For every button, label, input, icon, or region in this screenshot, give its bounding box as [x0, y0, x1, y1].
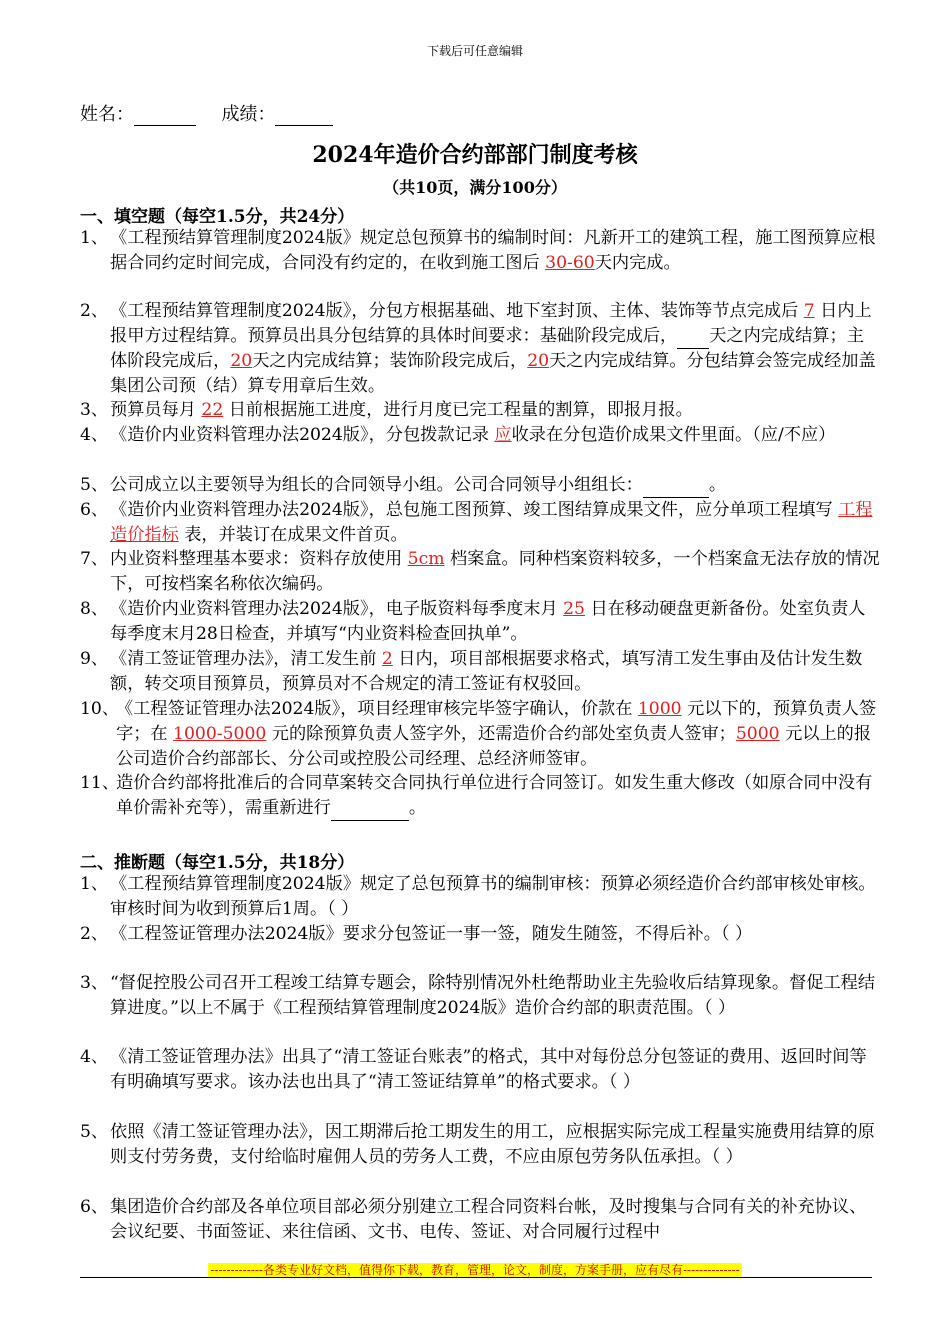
item-number: 6、	[80, 1197, 109, 1217]
item-text: 日内上报甲方过程结算。预算员出具分包结算的具体时间要求：基础阶段完成后，	[110, 301, 872, 346]
fill-item-10	[80, 697, 880, 772]
item-number: 3、	[80, 973, 109, 993]
fill-item-9	[80, 647, 880, 697]
item-text: 日内，项目部根据要求格式，填写清工发生事由及估计发生数额，转交项目预算员，预算员对不合规定的清工签证有权驳回。	[110, 649, 863, 694]
fill-item-11	[80, 771, 880, 821]
top-note: 下载后可任意编辑	[426, 44, 523, 58]
fill-item-5	[80, 473, 880, 498]
item-number: 11、	[80, 773, 120, 793]
fill-item-3	[80, 398, 880, 423]
item-text: 《工程签证管理办法2024版》，项目经理审核完毕签字确认，价款在	[116, 699, 638, 719]
answer-blank[interactable]	[677, 330, 709, 349]
item-text: 日在移动硬盘更新备份。处室负责人每季度末月28日检查，并填写“内业资料检查回执单”。	[110, 599, 866, 644]
item-text: 预算员每月	[110, 400, 202, 420]
page-subtitle: （共10页，满分100分）	[383, 178, 567, 197]
item-number: 7、	[80, 549, 109, 569]
fill-item-2	[80, 299, 880, 399]
item-number: 8、	[80, 599, 109, 619]
answer: 20	[230, 351, 253, 371]
item-text: 公司成立以主要领导为组长的合同领导小组。公司合同领导小组组长：	[110, 475, 643, 495]
fill-item-7	[80, 547, 880, 597]
student-info-row	[80, 100, 333, 126]
footer-divider	[80, 1277, 872, 1278]
item-text: 造价合约部将批准后的合同草案转交合同执行单位进行合同签订。如发生重大修改（如原合同中没有单价需补充等），需重新进行	[116, 773, 873, 818]
answer: 5cm	[407, 549, 445, 569]
answer: 22	[201, 400, 224, 420]
item-number: 4、	[80, 425, 109, 445]
item-text: 依照《清工签证管理办法》，因工期滞后抢工期发生的用工，应根据实际完成工程量实施费用结算的原则支付劳务费，支付给临时雇佣人员的劳务人工费，不应由原包劳务队伍承担。（ ）	[110, 1122, 875, 1167]
fill-item-4	[80, 423, 880, 448]
answer: 5000	[735, 724, 780, 744]
name-label: 姓名：	[80, 104, 134, 125]
item-text: 《造价内业资料管理办法2024版》，总包施工图预算、竣工图结算成果文件，应分单项工程填写	[110, 500, 839, 520]
judge-item-3	[80, 971, 880, 1021]
item-text: 天内完成。	[594, 253, 681, 273]
judge-item-1	[80, 872, 880, 922]
judge-item-2	[80, 922, 880, 947]
item-number: 3、	[80, 400, 109, 420]
page-title: 2024年造价合约部部门制度考核	[312, 142, 638, 168]
answer: 25	[563, 599, 585, 619]
answer: 30-60	[545, 253, 595, 273]
answer: 1000-5000	[173, 724, 267, 744]
judge-item-6	[80, 1195, 880, 1245]
answer: 20	[527, 351, 550, 371]
fill-item-6	[80, 498, 880, 548]
item-text: “督促控股公司召开工程竣工结算专题会，除特别情况外杜绝帮助业主先验收后结算现象。督促工程结算进度。”以上不属于《工程预结算管理制度2024版》造价合约部的职责范围。（ ）	[110, 973, 876, 1018]
name-blank[interactable]	[134, 107, 196, 126]
item-text: 《清工签证管理办法》，清工发生前	[110, 649, 382, 669]
item-number: 9、	[80, 649, 109, 669]
item-number: 1、	[80, 228, 109, 248]
item-text: 天之内完成结算；装饰阶段完成后，	[252, 351, 528, 371]
item-text: 元以下的，预算负责人签字；在	[116, 699, 877, 744]
item-text: 元以上的报公司造价合约部部长、分公司或控股公司经理、总经济师签审。	[116, 724, 872, 769]
answer-blank[interactable]	[331, 802, 409, 821]
answer-blank[interactable]	[643, 479, 709, 498]
item-text: 《造价内业资料管理办法2024版》，分包拨款记录	[110, 425, 495, 445]
answer: 应	[494, 425, 512, 445]
score-blank[interactable]	[275, 107, 333, 126]
item-text: 天之内完成结算。分包结算会签完成经加盖集团公司预（结）算专用章后生效。	[110, 351, 876, 396]
item-text: 集团造价合约部及各单位项目部必须分别建立工程合同资料台帐，及时搜集与合同有关的补充协议、会议纪要、书面签证、来往信函、文书、电传、签证、对合同履行过程中	[110, 1197, 867, 1242]
fill-item-1	[80, 226, 880, 276]
item-text: 元的除预算负责人签字外，还需造价合约部处室负责人签审；	[266, 724, 736, 744]
answer: 7	[803, 301, 815, 321]
item-number: 1、	[80, 874, 109, 894]
item-text: 《工程预结算管理制度2024版》，分包方根据基础、地下室封顶、主体、装饰等节点完成后	[110, 301, 804, 321]
answer: 2	[381, 649, 393, 669]
item-text: 《清工签证管理办法》出具了“清工签证台账表”的格式，其中对每份总分包签证的费用、返回时间等有明确填写要求。该办法也出具了“清工签证结算单”的格式要求。（ ）	[110, 1047, 867, 1092]
item-text: 内业资料整理基本要求：资料存放使用	[110, 549, 408, 569]
item-number: 2、	[80, 301, 109, 321]
item-text: 天之内完成结算；主体阶段完成后，	[110, 326, 864, 371]
judge-item-5	[80, 1120, 880, 1170]
item-text: 《工程预结算管理制度2024版》规定了总包预算书的编制审核：预算必须经造价合约部审核处审核。审核时间为收到预算后1周。（ ）	[110, 874, 876, 919]
item-number: 2、	[80, 924, 109, 944]
item-number: 10、	[80, 699, 120, 719]
item-text: 《造价内业资料管理办法2024版》，电子版资料每季度末月	[110, 599, 564, 619]
section2-heading: 二、推断题（每空1.5分，共18分）	[80, 853, 355, 873]
answer: 工程造价指标	[110, 500, 873, 545]
answer: 1000	[637, 699, 682, 719]
item-text: 。	[708, 475, 727, 495]
footer-banner	[0, 1261, 950, 1278]
item-number: 5、	[80, 1122, 109, 1142]
judge-item-4	[80, 1045, 880, 1095]
item-text: 表，并装订在成果文件首页。	[178, 525, 408, 545]
item-number: 5、	[80, 475, 109, 495]
item-text: 《工程签证管理办法2024版》要求分包签证一事一签，随发生随签，不得后补。（ ）	[110, 924, 753, 944]
item-number: 6、	[80, 500, 109, 520]
fill-item-8	[80, 597, 880, 647]
item-text: 《工程预结算管理制度2024版》规定总包预算书的编制时间：凡新开工的建筑工程，施工图预算应根据合同约定时间完成，合同没有约定的，在收到施工图后	[110, 228, 876, 273]
item-text: 档案盒。同种档案资料较多，一个档案盒无法存放的情况下，可按档案名称依次编码。	[110, 549, 880, 594]
section1-heading: 一、填空题（每空1.5分，共24分）	[80, 207, 355, 227]
item-number: 4、	[80, 1047, 109, 1067]
item-text: 。	[408, 798, 427, 818]
item-text: 收录在分包造价成果文件里面。（应/不应）	[511, 425, 836, 445]
score-label: 成绩：	[221, 104, 276, 125]
footer-banner-text: -------------各类专业好文档，值得你下载，教育，管理，论文，制度，方案手册，应有尽有--------------	[210, 1263, 740, 1277]
item-text: 日前根据施工进度，进行月度已完工程量的割算，即报月报。	[223, 400, 693, 420]
